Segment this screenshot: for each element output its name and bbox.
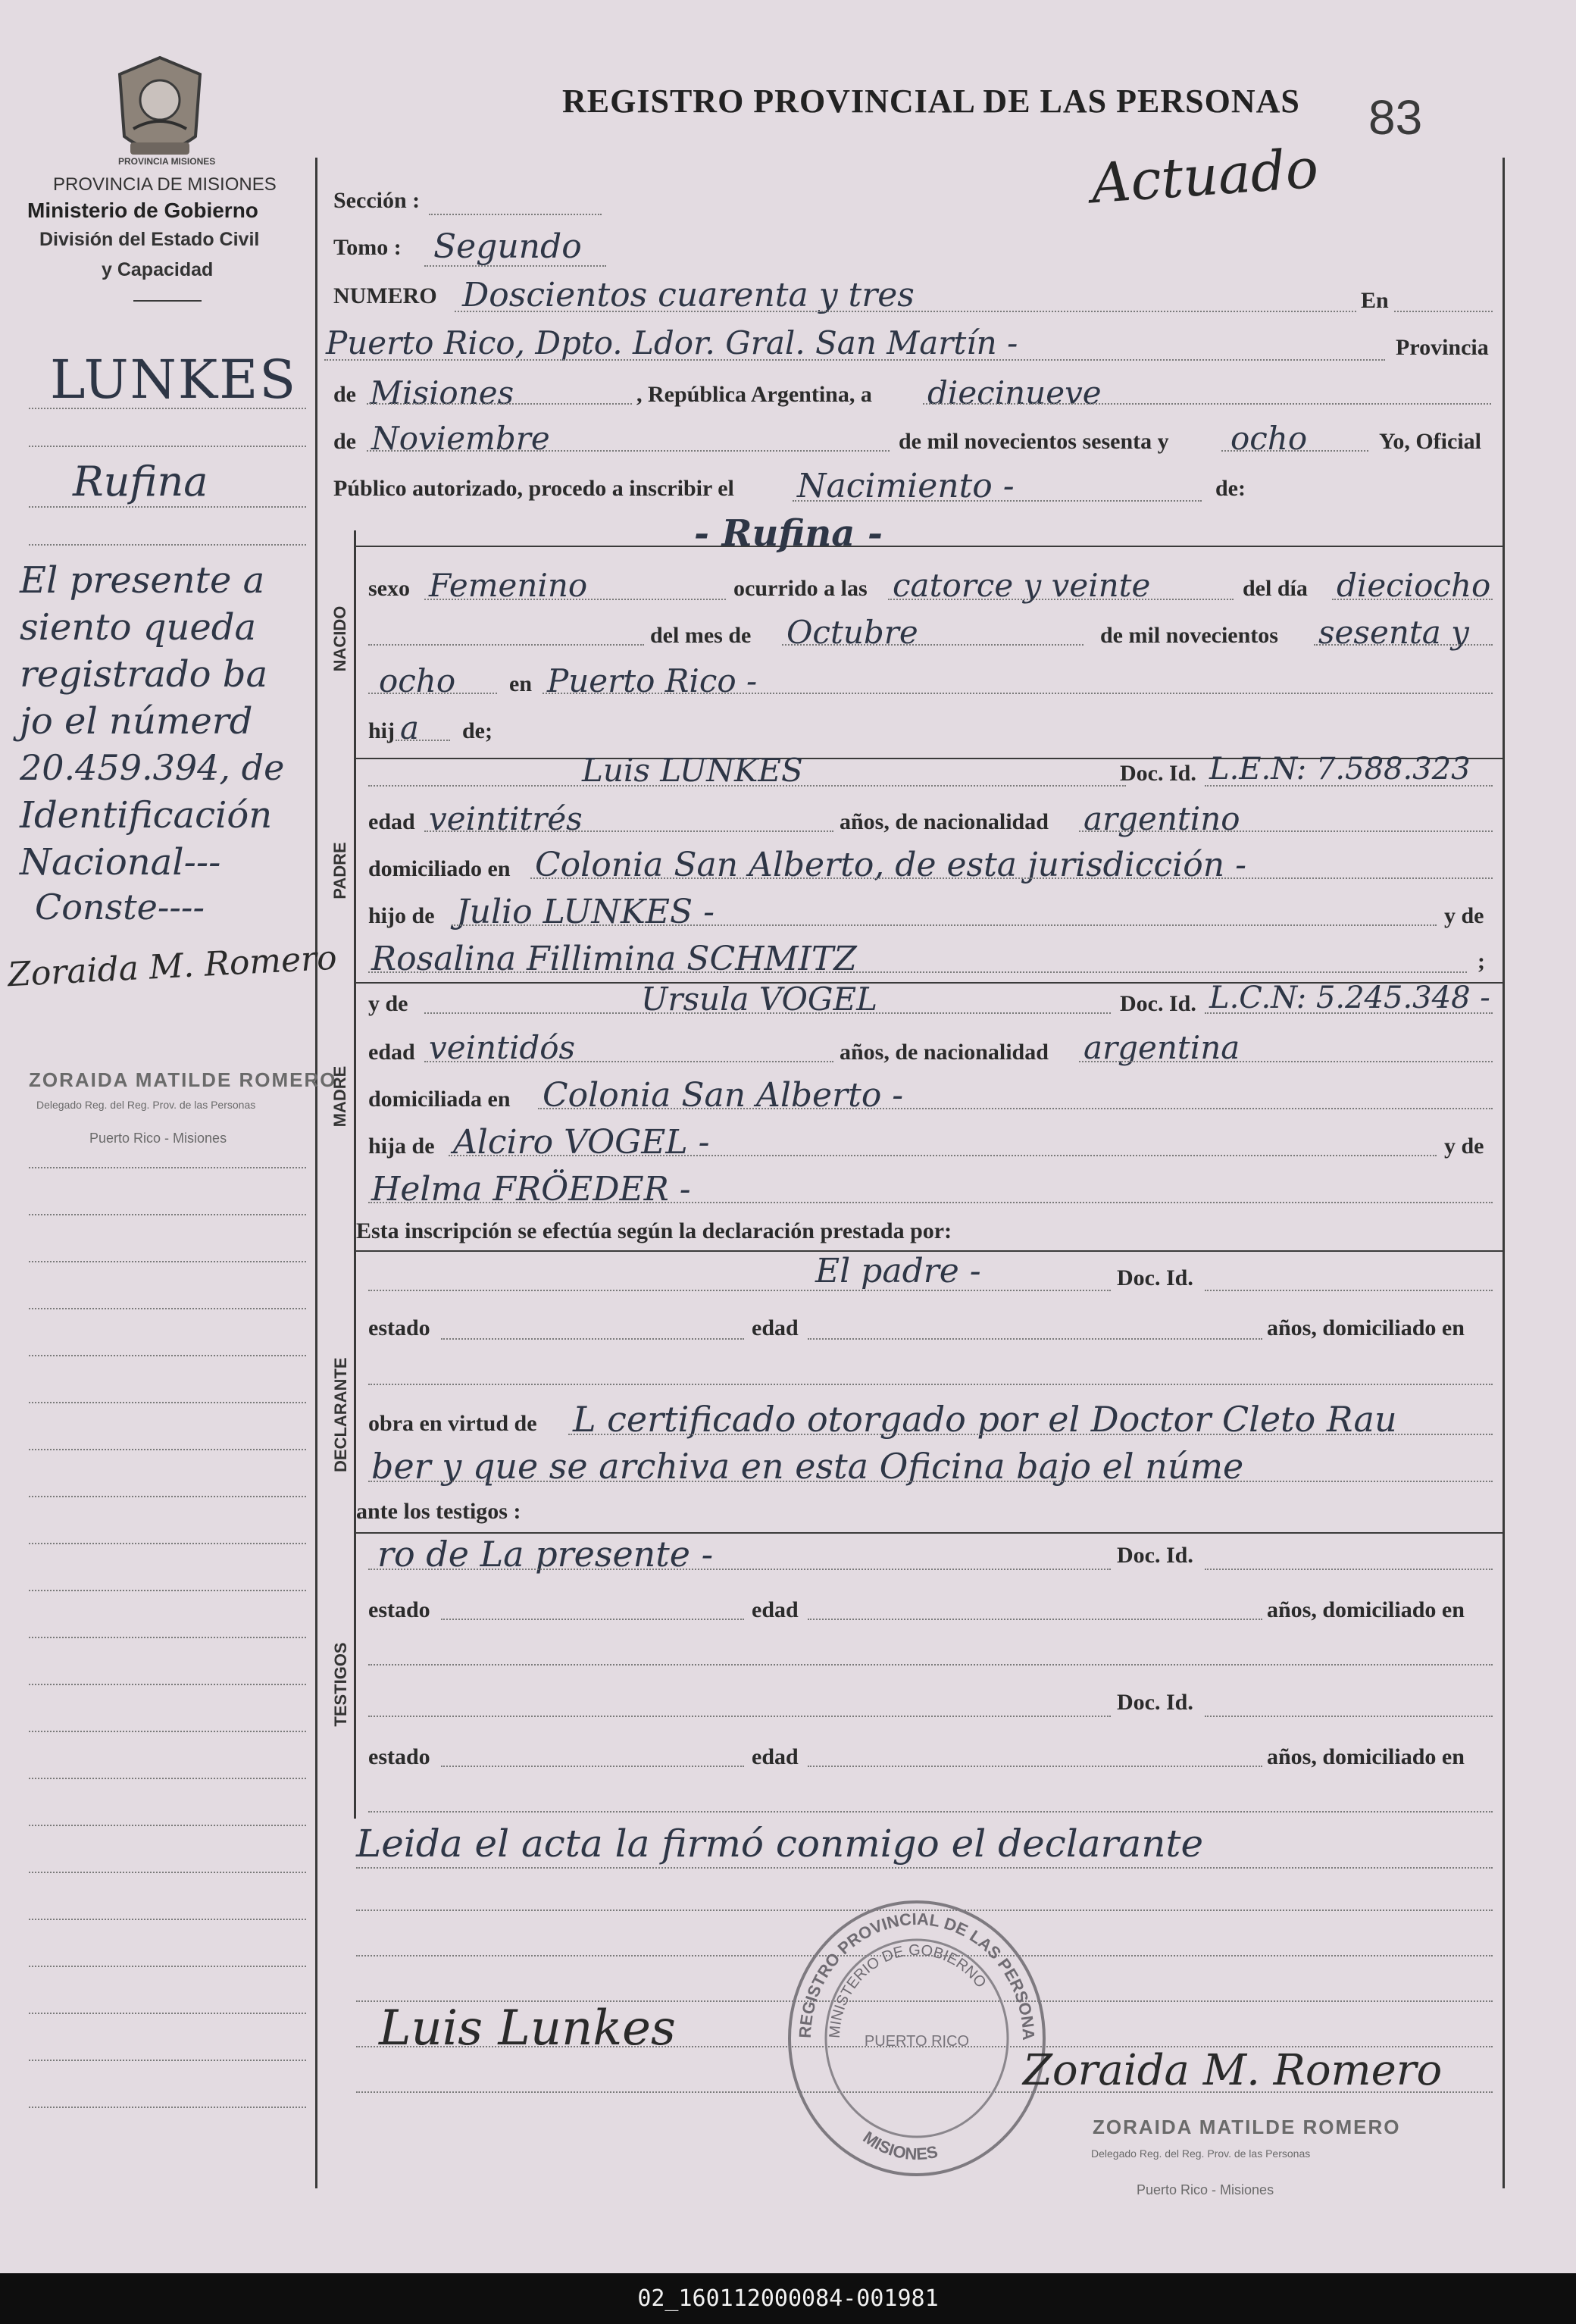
round-stamp xyxy=(780,1894,1053,2182)
svg-text:MINISTERIO DE GOBIERNO xyxy=(827,1942,990,2039)
margin-stamp-name: ZORAIDA MATILDE ROMERO xyxy=(29,1068,337,1091)
value-certificate-line1: L certificado otorgado por el Doctor Cleto Rau xyxy=(573,1399,1397,1440)
margin-note-line: registrado ba xyxy=(20,653,268,696)
margin-line xyxy=(29,1496,306,1497)
label-witness2-edad: edad xyxy=(752,1744,799,1769)
field-line xyxy=(368,1716,1111,1717)
field-line xyxy=(1205,785,1493,787)
round-stamp-bottom-text: MISIONES xyxy=(859,2127,940,2164)
margin-line xyxy=(29,1731,306,1732)
margin-line xyxy=(29,1355,306,1356)
value-sex: Femenino xyxy=(429,567,588,604)
field-line xyxy=(441,1619,744,1620)
field-line xyxy=(1079,830,1493,832)
section-label-madre: MADRE xyxy=(330,1065,349,1128)
field-line xyxy=(538,1108,1493,1109)
field-line xyxy=(1205,1716,1493,1717)
value-father-doc: L.E.N: 7.588.323 xyxy=(1209,752,1471,787)
margin-note-line: Identificación xyxy=(20,794,273,837)
field-line xyxy=(1314,644,1493,646)
header-divider xyxy=(133,300,202,302)
field-line xyxy=(368,1481,1493,1482)
label-father-hijo-de: hijo de xyxy=(368,903,435,928)
field-line xyxy=(449,1155,1437,1156)
label-mother-edad: edad xyxy=(368,1040,415,1065)
field-line xyxy=(543,693,1493,694)
label-provincia: Provincia xyxy=(1396,335,1489,360)
value-mother-age: veintidós xyxy=(429,1029,576,1066)
value-act: Nacimiento - xyxy=(797,467,1015,505)
field-line xyxy=(368,1202,1493,1203)
coat-of-arms-icon xyxy=(111,53,209,167)
field-line xyxy=(424,265,606,267)
margin-signature: Zoraida M. Romero xyxy=(6,938,338,995)
field-line xyxy=(441,1338,744,1340)
label-witness2-doc: Doc. Id. xyxy=(1117,1690,1193,1715)
label-mother-y-de: y de xyxy=(368,991,408,1016)
label-testigos: ante los testigos : xyxy=(356,1499,521,1524)
field-line xyxy=(888,599,1234,600)
margin-line xyxy=(29,1872,306,1873)
margin-line xyxy=(29,2060,306,2061)
margin-line xyxy=(29,1590,306,1591)
margin-stamp-place: Puerto Rico - Misiones xyxy=(89,1131,227,1146)
field-line xyxy=(424,1061,833,1062)
value-father-nationality: argentino xyxy=(1084,800,1240,837)
field-line xyxy=(368,1290,1111,1291)
officer-stamp-role: Delegado Reg. del Reg. Prov. de las Personas xyxy=(1091,2147,1311,2160)
value-tomo: Segundo xyxy=(433,227,582,266)
officer-stamp-name: ZORAIDA MATILDE ROMERO xyxy=(1093,2116,1401,2138)
field-line xyxy=(368,693,497,694)
seal-text: PROVINCIA MISIONES xyxy=(118,156,216,167)
field-line xyxy=(530,877,1493,879)
value-father-parent1: Julio LUNKES - xyxy=(456,893,715,931)
margin-note-line: Nacional--- xyxy=(20,841,221,884)
margin-line xyxy=(29,2013,306,2014)
division-name: División del Estado Civil xyxy=(39,229,260,250)
value-birth-year-b: ocho xyxy=(379,662,456,699)
field-line xyxy=(568,1434,1493,1435)
label-father-domicilio: domiciliado en xyxy=(368,856,511,881)
margin-line xyxy=(29,1402,306,1403)
value-birth-place: Puerto Rico - xyxy=(547,662,758,699)
label-hij: hij xyxy=(368,718,396,743)
value-mother-parent2: Helma FRÖEDER - xyxy=(371,1170,691,1209)
value-birth-day: dieciocho xyxy=(1337,567,1491,604)
label-de: de xyxy=(333,429,356,454)
label-de-semi: de; xyxy=(462,718,492,743)
field-line xyxy=(452,924,1437,926)
label-mother-hija-de: hija de xyxy=(368,1134,435,1159)
label-republica: , República Argentina, a xyxy=(636,382,872,407)
section-label-declarante: DECLARANTE xyxy=(331,1357,350,1472)
label-del-mes: del mes de xyxy=(650,623,752,648)
label-witness1-estado: estado xyxy=(368,1597,430,1622)
field-line xyxy=(1205,1012,1493,1014)
label-de-mil: de mil novecientos sesenta y xyxy=(899,429,1169,454)
field-line xyxy=(429,214,602,215)
label-mother-y-de: y de xyxy=(1444,1134,1484,1159)
round-stamp-inner-text: MINISTERIO DE GOBIERNO xyxy=(826,1941,990,2039)
margin-line xyxy=(29,1919,306,1920)
value-declarant: El padre - xyxy=(815,1252,981,1290)
label-witness1-edad: edad xyxy=(752,1597,799,1622)
value-mother-name: Ursula VOGEL xyxy=(641,981,878,1018)
margin-line xyxy=(29,1214,306,1215)
field-line xyxy=(368,1384,1493,1385)
value-birth-year-a: sesenta y xyxy=(1318,614,1469,651)
label-yo-oficial: Yo, Oficial xyxy=(1379,429,1481,454)
section-label-testigos: TESTIGOS xyxy=(331,1642,350,1727)
value-father-parent2: Rosalina Fillimina SCHMITZ xyxy=(371,940,857,978)
field-line xyxy=(368,1811,1493,1813)
field-line xyxy=(808,1766,1262,1767)
label-declarant-estado: estado xyxy=(368,1315,430,1340)
field-line xyxy=(782,644,1084,646)
value-mother-doc: L.C.N: 5.245.348 - xyxy=(1209,981,1490,1015)
field-line xyxy=(324,359,1385,361)
round-stamp-center-text: PUERTO RICO xyxy=(864,2033,970,2050)
svg-text:REGISTRO PROVINCIAL DE LAS PER xyxy=(780,1894,1038,2041)
value-mother-parent1: Alciro VOGEL - xyxy=(453,1123,710,1162)
margin-line xyxy=(29,2107,306,2108)
value-birth-month: Octubre xyxy=(786,614,918,651)
label-witness2-anos: años, domiciliado en xyxy=(1267,1744,1465,1769)
value-father-age: veintitrés xyxy=(429,800,583,837)
margin-line xyxy=(29,1966,306,1967)
section-rule xyxy=(354,530,356,1819)
svg-text:MISIONES xyxy=(860,2128,940,2164)
value-place: Puerto Rico, Dpto. Ldor. Gral. San Martín - xyxy=(326,324,1018,361)
field-line xyxy=(368,785,1126,787)
closing-line xyxy=(356,1867,1493,1869)
label-de-mil-nov: de mil novecientos xyxy=(1100,623,1278,648)
margin-line xyxy=(29,1449,306,1450)
margin-line xyxy=(29,1637,306,1638)
margin-note-line: jo el númerd xyxy=(20,700,253,743)
field-line xyxy=(368,644,644,646)
value-numero: Doscientos cuarenta y tres xyxy=(462,276,915,314)
round-stamp-outer-text: REGISTRO PROVINCIAL DE LAS PERSONA xyxy=(795,1909,1039,2041)
margin-note-line: siento queda xyxy=(20,606,257,649)
value-province: Misiones xyxy=(370,374,514,411)
right-rule xyxy=(1503,158,1505,2188)
field-line xyxy=(793,500,1202,502)
label-father-anos: años, de nacionalidad xyxy=(840,809,1049,834)
value-certificate-line3: ro de La presente - xyxy=(377,1534,714,1575)
value-child-name: - Rufina - xyxy=(694,512,883,555)
section-divider xyxy=(354,546,1503,547)
margin-line xyxy=(29,1684,306,1685)
field-line xyxy=(367,450,890,452)
label-semicolon: ; xyxy=(1478,949,1485,974)
field-line xyxy=(1205,1569,1493,1570)
label-witness2-estado: estado xyxy=(368,1744,430,1769)
value-year-word: ocho xyxy=(1230,420,1308,457)
field-line xyxy=(1332,599,1493,600)
label-en-lugar: en xyxy=(509,671,532,696)
field-line xyxy=(1079,1061,1493,1062)
margin-line xyxy=(29,506,306,508)
field-line xyxy=(368,971,1467,973)
label-declarant-anos: años, domiciliado en xyxy=(1267,1315,1465,1340)
margin-line xyxy=(29,408,306,409)
margin-line xyxy=(29,1261,306,1262)
label-father-edad: edad xyxy=(368,809,415,834)
label-witness1-anos: años, domiciliado en xyxy=(1267,1597,1465,1622)
field-line xyxy=(923,403,1491,405)
field-line xyxy=(367,403,632,405)
section-label-padre: PADRE xyxy=(330,842,349,899)
label-declarant-edad: edad xyxy=(752,1315,799,1340)
label-father-doc: Doc. Id. xyxy=(1120,761,1196,786)
label-ocurrido: ocurrido a las xyxy=(733,576,868,601)
value-mother-address: Colonia San Alberto - xyxy=(543,1076,904,1115)
value-month: Noviembre xyxy=(371,420,550,457)
field-line xyxy=(455,311,1356,312)
field-line xyxy=(368,1569,1111,1570)
label-en: En xyxy=(1361,288,1389,313)
value-time: catorce y veinte xyxy=(893,567,1151,604)
label-publico: Público autorizado, procedo a inscribir el xyxy=(333,476,734,501)
officer-stamp-place: Puerto Rico - Misiones xyxy=(1137,2182,1274,2197)
margin-note-line: El presente a xyxy=(20,559,265,602)
value-certificate-line2: ber y que se archiva en esta Oficina bajo el núme xyxy=(371,1446,1244,1487)
margin-given-name: Rufina xyxy=(73,458,208,505)
label-tomo: Tomo : xyxy=(333,235,402,260)
margin-line xyxy=(29,1825,306,1826)
field-line xyxy=(1394,311,1493,312)
margin-line xyxy=(29,544,306,546)
section-label-nacido: NACIDO xyxy=(330,605,349,672)
field-line xyxy=(424,1012,1111,1014)
left-rule xyxy=(315,158,317,2188)
label-declarant-doc: Doc. Id. xyxy=(1117,1265,1193,1290)
value-father-address: Colonia San Alberto, de esta jurisdicción - xyxy=(535,846,1246,884)
label-father-y-de: y de xyxy=(1444,903,1484,928)
margin-note-line: Conste---- xyxy=(35,887,205,927)
page-title: REGISTRO PROVINCIAL DE LAS PERSONAS xyxy=(562,83,1300,120)
field-line xyxy=(808,1338,1262,1340)
margin-surname: LUNKES xyxy=(50,349,298,411)
field-line xyxy=(1205,1290,1493,1291)
label-del-dia: del día xyxy=(1243,576,1308,601)
value-day: diecinueve xyxy=(927,374,1102,411)
field-line xyxy=(424,830,833,832)
label-mother-doc: Doc. Id. xyxy=(1120,991,1196,1016)
margin-note-line: 20.459.394, de xyxy=(20,747,285,788)
margin-line xyxy=(29,1308,306,1309)
signature-father: Luis Lunkes xyxy=(379,2000,676,2057)
value-father-name: Luis LUNKES xyxy=(582,752,803,789)
margin-line xyxy=(29,1543,306,1544)
closing-statement: Leida el acta la firmó conmigo el declarante xyxy=(356,1822,1204,1866)
field-line xyxy=(808,1619,1262,1620)
label-witness1-doc: Doc. Id. xyxy=(1117,1543,1193,1568)
field-line xyxy=(424,599,726,600)
field-line xyxy=(368,1664,1493,1666)
label-de-colon: de: xyxy=(1215,476,1246,501)
label-sexo: sexo xyxy=(368,576,410,601)
value-hija-suffix: a xyxy=(400,709,420,746)
label-mother-anos: años, de nacionalidad xyxy=(840,1040,1049,1065)
field-line xyxy=(441,1766,744,1767)
capacity-name: y Capacidad xyxy=(102,259,214,280)
signature-officer: Zoraida M. Romero xyxy=(1023,2046,1443,2095)
label-mother-domicilio: domiciliada en xyxy=(368,1087,511,1112)
label-obra: obra en virtud de xyxy=(368,1411,537,1436)
folio-number: 83 xyxy=(1368,90,1423,145)
margin-line xyxy=(29,446,306,447)
margin-line xyxy=(29,1778,306,1779)
label-de: de xyxy=(333,382,356,407)
margin-line xyxy=(29,1167,306,1168)
ministry-name: Ministerio de Gobierno xyxy=(27,199,258,222)
field-line xyxy=(396,740,450,741)
file-id-footer: 02_160112000084-001981 xyxy=(0,2273,1576,2324)
top-scribble: Actuado xyxy=(1089,136,1321,216)
label-numero: NUMERO xyxy=(333,283,437,308)
label-inscripcion: Esta inscripción se efectúa según la declaración prestada por: xyxy=(356,1218,952,1243)
label-seccion: Sección : xyxy=(333,188,421,213)
field-line xyxy=(1221,450,1368,452)
margin-stamp-role: Delegado Reg. del Reg. Prov. de las Personas xyxy=(36,1099,256,1111)
value-mother-nationality: argentina xyxy=(1084,1029,1240,1066)
province-name: PROVINCIA DE MISIONES xyxy=(53,174,277,195)
